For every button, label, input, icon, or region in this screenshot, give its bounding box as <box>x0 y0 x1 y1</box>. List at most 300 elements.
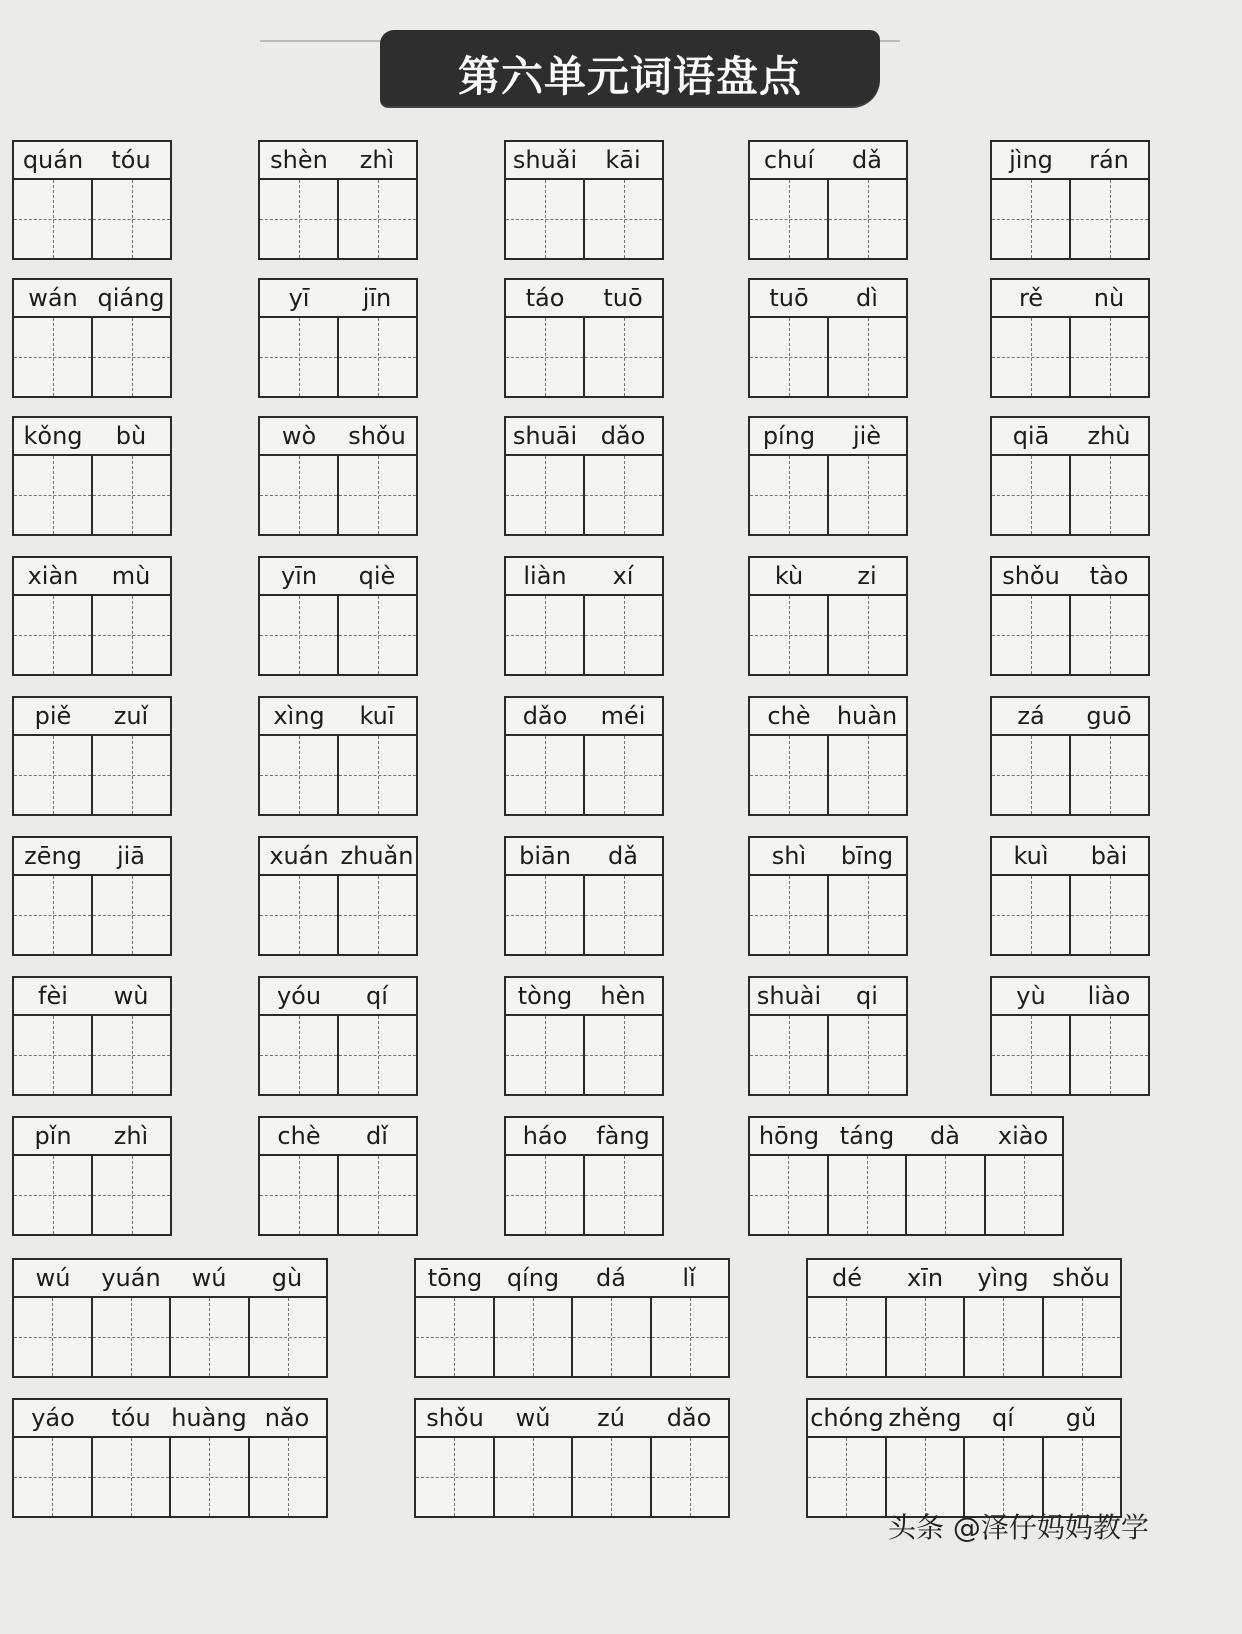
writing-cell[interactable] <box>93 736 170 814</box>
pinyin-syllable: chuí <box>763 146 815 174</box>
pinyin-syllable: dá <box>596 1264 626 1292</box>
writing-grid <box>14 180 170 258</box>
word-card <box>504 416 664 536</box>
pinyin-syllable: qíng <box>506 1264 560 1292</box>
writing-grid <box>808 1438 1120 1516</box>
writing-cell[interactable] <box>506 876 585 954</box>
word-card <box>12 1116 172 1236</box>
writing-grid <box>506 1016 662 1094</box>
word-card <box>258 836 418 956</box>
writing-cell[interactable] <box>1044 1298 1121 1376</box>
writing-cell[interactable] <box>992 318 1071 396</box>
writing-cell[interactable] <box>14 1438 93 1516</box>
writing-cell[interactable] <box>992 1016 1071 1094</box>
writing-cell[interactable] <box>93 180 170 258</box>
pinyin-row <box>260 418 416 456</box>
pinyin-syllable: shǒu <box>1052 1264 1110 1292</box>
word-card <box>258 976 418 1096</box>
pinyin-syllable: qí <box>992 1404 1014 1432</box>
writing-cell[interactable] <box>260 876 339 954</box>
pinyin-row <box>808 1260 1120 1298</box>
writing-cell[interactable] <box>506 736 585 814</box>
pinyin-syllable: xìng <box>273 702 325 730</box>
word-card <box>12 278 172 398</box>
writing-cell[interactable] <box>907 1156 986 1234</box>
writing-cell[interactable] <box>506 180 585 258</box>
pinyin-row <box>260 1118 416 1156</box>
writing-cell[interactable] <box>339 876 416 954</box>
pinyin-syllable: zi <box>857 562 877 590</box>
pinyin-syllable: shǒu <box>1002 562 1060 590</box>
pinyin-syllable: xīn <box>906 1264 944 1292</box>
writing-cell[interactable] <box>171 1298 250 1376</box>
word-card <box>414 1258 730 1378</box>
pinyin-row <box>750 1118 1062 1156</box>
writing-cell[interactable] <box>260 736 339 814</box>
writing-grid <box>260 318 416 396</box>
writing-grid <box>260 876 416 954</box>
writing-cell[interactable] <box>506 456 585 534</box>
writing-grid <box>14 1438 326 1516</box>
writing-cell[interactable] <box>14 876 93 954</box>
writing-cell[interactable] <box>339 1156 416 1234</box>
pinyin-row <box>14 142 170 180</box>
writing-cell[interactable] <box>14 596 93 674</box>
word-card <box>12 1398 328 1518</box>
writing-cell[interactable] <box>585 180 662 258</box>
writing-cell[interactable] <box>339 596 416 674</box>
word-card <box>990 140 1150 260</box>
pinyin-syllable: zēng <box>24 842 82 870</box>
writing-grid <box>992 180 1148 258</box>
pinyin-syllable: jìng <box>1009 146 1053 174</box>
pinyin-syllable: táng <box>839 1122 895 1150</box>
title-banner <box>380 30 880 106</box>
writing-cell[interactable] <box>750 456 829 534</box>
pinyin-syllable: yìng <box>977 1264 1029 1292</box>
writing-cell[interactable] <box>750 876 829 954</box>
pinyin-syllable: fàng <box>596 1122 650 1150</box>
pinyin-syllable: shǒu <box>426 1404 484 1432</box>
writing-grid <box>992 876 1148 954</box>
writing-cell[interactable] <box>14 318 93 396</box>
pinyin-syllable: kuī <box>359 702 395 730</box>
pinyin-syllable: huàn <box>836 702 898 730</box>
pinyin-row <box>992 838 1148 876</box>
writing-grid <box>750 180 906 258</box>
pinyin-row <box>260 280 416 318</box>
pinyin-row <box>750 142 906 180</box>
writing-grid <box>260 736 416 814</box>
writing-cell[interactable] <box>965 1298 1044 1376</box>
writing-grid <box>506 876 662 954</box>
writing-grid <box>14 1016 170 1094</box>
pinyin-syllable: zhěng <box>888 1404 962 1432</box>
pinyin-syllable: shuāi <box>512 422 578 450</box>
writing-cell[interactable] <box>829 596 906 674</box>
writing-cell[interactable] <box>506 1156 585 1234</box>
pinyin-row <box>14 1260 326 1298</box>
pinyin-syllable: kǒng <box>23 422 83 450</box>
writing-cell[interactable] <box>1071 596 1148 674</box>
writing-cell[interactable] <box>829 180 906 258</box>
writing-cell[interactable] <box>573 1298 652 1376</box>
writing-cell[interactable] <box>585 456 662 534</box>
writing-cell[interactable] <box>1071 736 1148 814</box>
writing-cell[interactable] <box>14 180 93 258</box>
pinyin-syllable: táo <box>525 284 565 312</box>
writing-cell[interactable] <box>93 876 170 954</box>
pinyin-syllable: dì <box>856 284 878 312</box>
writing-cell[interactable] <box>250 1298 327 1376</box>
pinyin-syllable: wù <box>113 982 149 1010</box>
writing-grid <box>750 596 906 674</box>
pinyin-syllable: zhù <box>1087 422 1131 450</box>
writing-cell[interactable] <box>171 1438 250 1516</box>
writing-cell[interactable] <box>585 876 662 954</box>
pinyin-row <box>808 1400 1120 1438</box>
pinyin-syllable: wán <box>28 284 78 312</box>
writing-cell[interactable] <box>652 1298 729 1376</box>
pinyin-row <box>14 838 170 876</box>
pinyin-syllable: shèn <box>270 146 328 174</box>
pinyin-syllable: zhuǎn <box>340 842 414 870</box>
writing-grid <box>992 596 1148 674</box>
writing-grid <box>14 1298 326 1376</box>
pinyin-syllable: tuō <box>603 284 643 312</box>
writing-grid <box>506 318 662 396</box>
pinyin-syllable: wò <box>281 422 317 450</box>
writing-cell[interactable] <box>14 1156 93 1234</box>
word-card <box>504 278 664 398</box>
pinyin-syllable: jīn <box>362 284 392 312</box>
pinyin-syllable: pǐn <box>34 1122 72 1150</box>
word-card <box>258 696 418 816</box>
pinyin-syllable: lǐ <box>682 1264 696 1292</box>
word-card <box>990 556 1150 676</box>
word-card <box>414 1398 730 1518</box>
writing-grid <box>260 456 416 534</box>
pinyin-syllable: zá <box>1017 702 1045 730</box>
pinyin-row <box>416 1260 728 1298</box>
writing-cell[interactable] <box>829 1016 906 1094</box>
pinyin-row <box>750 978 906 1016</box>
pinyin-syllable: xí <box>612 562 634 590</box>
pinyin-syllable: chè <box>767 702 811 730</box>
writing-cell[interactable] <box>250 1438 327 1516</box>
pinyin-row <box>260 978 416 1016</box>
pinyin-row <box>750 280 906 318</box>
pinyin-syllable: kāi <box>605 146 641 174</box>
pinyin-syllable: nù <box>1093 284 1125 312</box>
word-card <box>748 1116 1064 1236</box>
pinyin-syllable: wú <box>35 1264 71 1292</box>
writing-cell[interactable] <box>750 1016 829 1094</box>
pinyin-syllable: jiè <box>852 422 882 450</box>
word-card <box>748 696 908 816</box>
word-card <box>748 976 908 1096</box>
writing-cell[interactable] <box>93 456 170 534</box>
writing-cell[interactable] <box>1044 1438 1121 1516</box>
word-card <box>748 278 908 398</box>
pinyin-syllable: dǎo <box>600 422 646 450</box>
pinyin-syllable: xiàn <box>27 562 79 590</box>
pinyin-row <box>506 978 662 1016</box>
writing-grid <box>14 596 170 674</box>
pinyin-syllable: qi <box>856 982 878 1010</box>
pinyin-syllable: fèi <box>38 982 68 1010</box>
writing-cell[interactable] <box>887 1298 966 1376</box>
writing-cell[interactable] <box>986 1156 1063 1234</box>
pinyin-syllable: kù <box>774 562 804 590</box>
writing-cell[interactable] <box>808 1438 887 1516</box>
writing-cell[interactable] <box>652 1438 729 1516</box>
writing-grid <box>506 736 662 814</box>
pinyin-syllable: nǎo <box>264 1404 310 1432</box>
writing-grid <box>808 1298 1120 1376</box>
writing-cell[interactable] <box>93 1156 170 1234</box>
word-card <box>12 696 172 816</box>
pinyin-row <box>260 838 416 876</box>
writing-cell[interactable] <box>829 736 906 814</box>
pinyin-syllable: bīng <box>840 842 894 870</box>
word-card <box>258 278 418 398</box>
writing-cell[interactable] <box>339 318 416 396</box>
pinyin-syllable: xuán <box>269 842 329 870</box>
writing-cell[interactable] <box>585 1016 662 1094</box>
writing-grid <box>260 1156 416 1234</box>
pinyin-syllable: huàng <box>171 1404 247 1432</box>
pinyin-syllable: tōng <box>427 1264 483 1292</box>
word-card <box>504 836 664 956</box>
writing-cell[interactable] <box>585 1156 662 1234</box>
pinyin-row <box>506 142 662 180</box>
writing-cell[interactable] <box>416 1298 495 1376</box>
writing-cell[interactable] <box>260 318 339 396</box>
writing-grid <box>416 1438 728 1516</box>
writing-cell[interactable] <box>93 1298 172 1376</box>
writing-cell[interactable] <box>93 596 170 674</box>
pinyin-row <box>14 418 170 456</box>
pinyin-row <box>416 1400 728 1438</box>
writing-grid <box>750 1156 1062 1234</box>
writing-cell[interactable] <box>339 456 416 534</box>
writing-grid <box>14 876 170 954</box>
writing-cell[interactable] <box>260 456 339 534</box>
word-card <box>258 416 418 536</box>
word-card <box>12 1258 328 1378</box>
word-card <box>12 836 172 956</box>
writing-cell[interactable] <box>14 456 93 534</box>
pinyin-syllable: shì <box>771 842 807 870</box>
writing-cell[interactable] <box>1071 876 1148 954</box>
word-card <box>748 836 908 956</box>
pinyin-syllable: tòng <box>517 982 573 1010</box>
pinyin-syllable: wú <box>191 1264 227 1292</box>
writing-cell[interactable] <box>750 180 829 258</box>
pinyin-syllable: gù <box>271 1264 303 1292</box>
writing-cell[interactable] <box>339 180 416 258</box>
pinyin-syllable: zhì <box>359 146 395 174</box>
word-card <box>990 278 1150 398</box>
pinyin-row <box>260 698 416 736</box>
writing-cell[interactable] <box>339 1016 416 1094</box>
writing-cell[interactable] <box>829 318 906 396</box>
writing-cell[interactable] <box>829 1156 908 1234</box>
writing-cell[interactable] <box>506 318 585 396</box>
writing-cell[interactable] <box>1071 318 1148 396</box>
word-card <box>504 1116 664 1236</box>
pinyin-syllable: yī <box>288 284 310 312</box>
pinyin-syllable: chóng <box>810 1404 884 1432</box>
writing-grid <box>750 456 906 534</box>
pinyin-row <box>260 558 416 596</box>
writing-cell[interactable] <box>992 180 1071 258</box>
writing-cell[interactable] <box>14 1016 93 1094</box>
word-card <box>748 416 908 536</box>
pinyin-row <box>506 280 662 318</box>
pinyin-row <box>14 1118 170 1156</box>
pinyin-row <box>506 418 662 456</box>
writing-cell[interactable] <box>750 1156 829 1234</box>
writing-cell[interactable] <box>260 180 339 258</box>
writing-cell[interactable] <box>93 318 170 396</box>
writing-cell[interactable] <box>965 1438 1044 1516</box>
pinyin-syllable: háo <box>522 1122 568 1150</box>
pinyin-syllable: hèn <box>600 982 646 1010</box>
writing-cell[interactable] <box>260 596 339 674</box>
writing-cell[interactable] <box>495 1438 574 1516</box>
writing-cell[interactable] <box>339 736 416 814</box>
writing-cell[interactable] <box>1071 1016 1148 1094</box>
writing-cell[interactable] <box>992 596 1071 674</box>
pinyin-syllable: tào <box>1089 562 1129 590</box>
writing-cell[interactable] <box>573 1438 652 1516</box>
pinyin-syllable: wǔ <box>515 1404 551 1432</box>
writing-grid <box>750 876 906 954</box>
pinyin-row <box>506 1118 662 1156</box>
writing-cell[interactable] <box>260 1016 339 1094</box>
pinyin-syllable: rán <box>1089 146 1129 174</box>
pinyin-syllable: zhì <box>113 1122 149 1150</box>
pinyin-row <box>506 838 662 876</box>
writing-cell[interactable] <box>750 318 829 396</box>
word-card <box>990 836 1150 956</box>
pinyin-syllable: qí <box>366 982 388 1010</box>
pinyin-syllable: yóu <box>276 982 322 1010</box>
pinyin-syllable: hōng <box>758 1122 820 1150</box>
word-card <box>504 556 664 676</box>
writing-cell[interactable] <box>495 1298 574 1376</box>
writing-cell[interactable] <box>808 1298 887 1376</box>
writing-cell[interactable] <box>506 596 585 674</box>
pinyin-syllable: qiā <box>1012 422 1050 450</box>
writing-grid <box>992 318 1148 396</box>
pinyin-row <box>506 698 662 736</box>
pinyin-syllable: dǎo <box>522 702 568 730</box>
writing-cell[interactable] <box>585 318 662 396</box>
pinyin-syllable: yīn <box>280 562 318 590</box>
pinyin-syllable: bài <box>1090 842 1128 870</box>
writing-grid <box>416 1298 728 1376</box>
word-card <box>258 1116 418 1236</box>
writing-cell[interactable] <box>506 1016 585 1094</box>
pinyin-syllable: liào <box>1087 982 1131 1010</box>
writing-cell[interactable] <box>585 596 662 674</box>
writing-grid <box>992 1016 1148 1094</box>
page-title: 第六单元词语盘点 <box>457 52 802 101</box>
writing-cell[interactable] <box>829 876 906 954</box>
writing-grid <box>750 736 906 814</box>
pinyin-row <box>14 978 170 1016</box>
pinyin-row <box>992 978 1148 1016</box>
writing-grid <box>14 1156 170 1234</box>
writing-cell[interactable] <box>93 1016 170 1094</box>
pinyin-row <box>14 1400 326 1438</box>
pinyin-syllable: bù <box>115 422 147 450</box>
writing-grid <box>260 1016 416 1094</box>
pinyin-syllable: chè <box>277 1122 321 1150</box>
writing-grid <box>260 596 416 674</box>
pinyin-row <box>992 142 1148 180</box>
pinyin-syllable: yuán <box>101 1264 161 1292</box>
watermark-text: 头条 @泽仔妈妈教学 <box>888 1511 1149 1544</box>
writing-cell[interactable] <box>829 456 906 534</box>
pinyin-syllable: jiā <box>116 842 146 870</box>
writing-cell[interactable] <box>1071 456 1148 534</box>
pinyin-syllable: shǒu <box>348 422 406 450</box>
pinyin-syllable: tuō <box>769 284 809 312</box>
writing-cell[interactable] <box>14 1298 93 1376</box>
pinyin-syllable: dé <box>832 1264 862 1292</box>
writing-cell[interactable] <box>260 1156 339 1234</box>
pinyin-row <box>750 418 906 456</box>
writing-cell[interactable] <box>992 876 1071 954</box>
writing-cell[interactable] <box>1071 180 1148 258</box>
word-card <box>12 976 172 1096</box>
pinyin-syllable: dǎ <box>852 146 882 174</box>
writing-grid <box>14 456 170 534</box>
writing-grid <box>506 180 662 258</box>
pinyin-syllable: shuǎi <box>512 146 578 174</box>
writing-grid <box>992 456 1148 534</box>
pinyin-syllable: tóu <box>111 1404 151 1432</box>
writing-cell[interactable] <box>585 736 662 814</box>
writing-grid <box>14 318 170 396</box>
writing-cell[interactable] <box>93 1438 172 1516</box>
pinyin-syllable: yù <box>1016 982 1046 1010</box>
pinyin-row <box>992 558 1148 596</box>
writing-cell[interactable] <box>887 1438 966 1516</box>
writing-cell[interactable] <box>750 596 829 674</box>
word-card <box>990 416 1150 536</box>
pinyin-syllable: liàn <box>523 562 567 590</box>
writing-cell[interactable] <box>750 736 829 814</box>
writing-cell[interactable] <box>14 736 93 814</box>
word-card <box>12 416 172 536</box>
writing-cell[interactable] <box>992 736 1071 814</box>
writing-cell[interactable] <box>992 456 1071 534</box>
writing-cell[interactable] <box>416 1438 495 1516</box>
writing-grid <box>506 456 662 534</box>
writing-grid <box>750 318 906 396</box>
writing-grid <box>260 180 416 258</box>
pinyin-syllable: shuài <box>756 982 822 1010</box>
pinyin-syllable: qiè <box>358 562 396 590</box>
pinyin-syllable: guō <box>1086 702 1132 730</box>
word-card <box>258 556 418 676</box>
writing-grid <box>506 1156 662 1234</box>
